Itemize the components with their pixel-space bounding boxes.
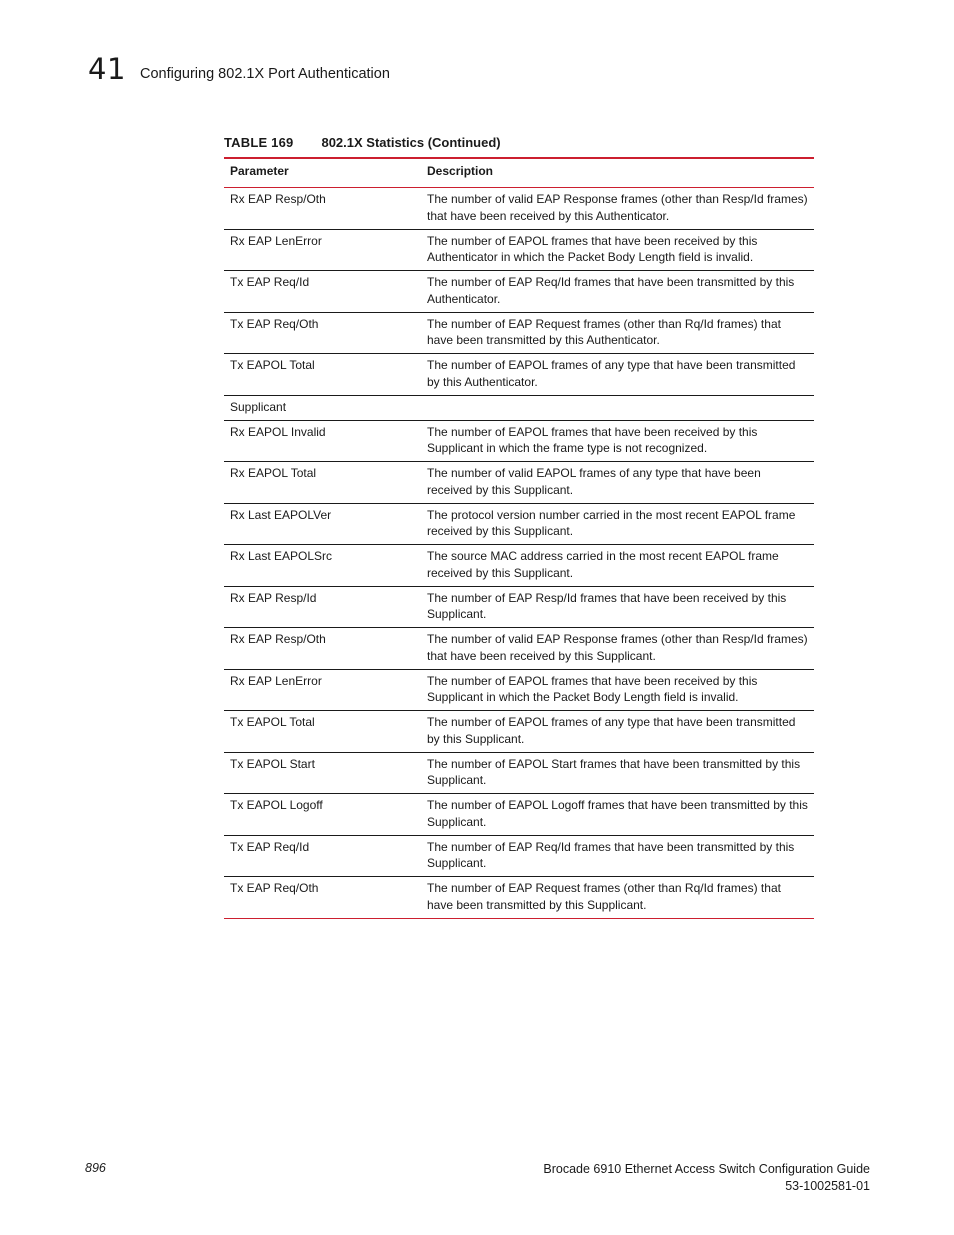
column-header-description: Description: [427, 164, 494, 178]
parameter-cell: Rx EAP Resp/Oth: [230, 632, 326, 646]
description-cell: The number of EAPOL Start frames that have been transmitted by this Supplicant.: [427, 756, 801, 787]
parameter-cell: Rx Last EAPOLVer: [230, 507, 332, 522]
parameter-cell: Tx EAP Req/Oth: [230, 316, 319, 331]
parameter-cell: Rx EAPOL Total: [230, 466, 317, 480]
description-cell: The number of EAPOL frames of any type that have been transmitted by this Authenticator.: [427, 358, 796, 389]
description-cell: The number of valid EAP Response frames (other than Resp/Id frames) that have been received by this Authenticator.: [427, 192, 808, 223]
parameter-cell: Rx EAPOL Invalid: [230, 424, 326, 439]
table-row: [224, 420, 814, 462]
description-cell: The number of EAPOL frames that have been received by this Supplicant in which the Packet Body Length field is invalid.: [427, 673, 758, 704]
description-cell: [420, 395, 814, 420]
parameter-cell: Rx EAP LenError: [230, 673, 322, 688]
parameter-cell: Rx EAP Resp/Id: [230, 590, 317, 605]
table-row: [224, 312, 814, 354]
description-cell: The number of EAP Request frames (other than Rq/Id frames) that have been transmitted by this Authenticator.: [427, 316, 781, 347]
table-row: [224, 835, 814, 877]
guide-title: Brocade 6910 Ethernet Access Switch Configuration Guide: [543, 1162, 870, 1176]
doc-number: 53-1002581-01: [785, 1179, 870, 1193]
statistics-table: [224, 157, 814, 919]
parameter-cell: Tx EAP Req/Id: [230, 275, 310, 289]
parameter-cell: Rx Last EAPOLSrc: [230, 549, 333, 563]
table-row: [224, 752, 814, 794]
table-row: [224, 462, 814, 504]
description-cell: The number of EAPOL frames that have been received by this Authenticator in which the Packet Body Length field is invalid.: [427, 233, 758, 264]
chapter-number: 41: [88, 52, 126, 86]
description-cell: The source MAC address carried in the most recent EAPOL frame received by this Supplicant.: [427, 549, 779, 580]
description-cell: The number of valid EAP Response frames (other than Resp/Id frames) that have been received by this Supplicant.: [427, 632, 808, 663]
table-row: [224, 669, 814, 711]
table-row: [224, 877, 814, 919]
description-cell: The number of EAP Resp/Id frames that have been received by this Supplicant.: [427, 590, 787, 621]
table-row: [224, 711, 814, 753]
statistics-table-container: [224, 157, 814, 919]
footer-doc-info: [543, 1161, 870, 1195]
table-row: [224, 545, 814, 587]
parameter-cell: Rx EAP Resp/Oth: [230, 192, 326, 206]
parameter-cell: Tx EAPOL Logoff: [230, 798, 323, 812]
description-cell: The number of EAP Request frames (other than Rq/Id frames) that have been transmitted by this Supplicant.: [427, 881, 781, 912]
table-caption: [224, 135, 501, 150]
table-body: [224, 188, 814, 919]
description-cell: The number of EAPOL frames of any type that have been transmitted by this Supplicant.: [427, 715, 796, 746]
parameter-cell: Tx EAP Req/Id: [230, 839, 310, 854]
page-number: 896: [85, 1161, 106, 1175]
description-cell: The number of EAPOL Logoff frames that have been transmitted by this Supplicant.: [427, 798, 808, 829]
table-row: [224, 229, 814, 271]
description-cell: The number of EAPOL frames that have been received by this Supplicant in which the frame type is not recognized.: [427, 424, 758, 455]
parameter-cell: Tx EAPOL Start: [230, 756, 315, 771]
description-cell: The number of valid EAPOL frames of any type that have been received by this Supplicant.: [427, 466, 761, 497]
parameter-cell: Rx EAP LenError: [230, 233, 322, 248]
table-row: [224, 628, 814, 670]
parameter-cell: Tx EAPOL Total: [230, 358, 315, 372]
table-row: [224, 271, 814, 313]
table-title: 802.1X Statistics (Continued): [321, 135, 501, 150]
description-cell: The protocol version number carried in the most recent EAPOL frame received by this Supplicant.: [427, 507, 796, 538]
table-header-row: [224, 158, 814, 188]
table-row: [224, 503, 814, 545]
table-row: [224, 794, 814, 836]
table-row: [224, 586, 814, 628]
parameter-cell: Supplicant: [230, 399, 287, 414]
parameter-cell: Tx EAP Req/Oth: [230, 881, 319, 895]
chapter-title: Configuring 802.1X Port Authentication: [140, 66, 390, 82]
table-row: [224, 354, 814, 396]
description-cell: The number of EAP Req/Id frames that have been transmitted by this Authenticator.: [427, 275, 795, 306]
parameter-cell: Tx EAPOL Total: [230, 715, 315, 729]
column-header-parameter: Parameter: [230, 164, 289, 178]
description-cell: The number of EAP Req/Id frames that have been transmitted by this Supplicant.: [427, 839, 795, 870]
table-label: TABLE 169: [224, 135, 294, 150]
table-row: [224, 395, 814, 420]
table-row: [224, 188, 814, 230]
